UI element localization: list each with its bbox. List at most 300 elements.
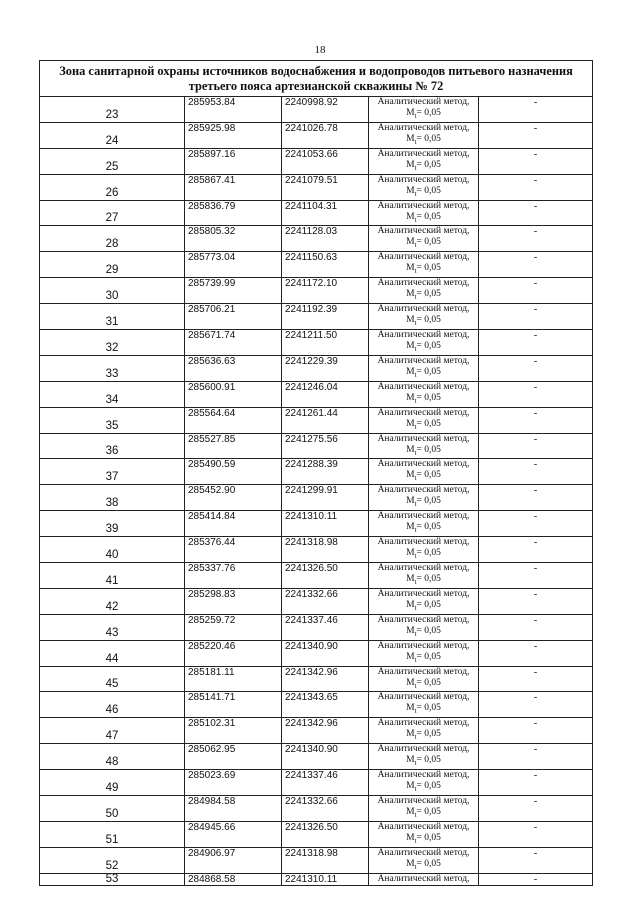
method-value: = 0,05	[416, 211, 441, 222]
method-subscript: t	[414, 189, 417, 198]
empty-marker: -	[479, 563, 593, 589]
coordinate-y: 2241318.98	[282, 847, 369, 873]
method-m: M	[406, 703, 415, 714]
coordinate-x: 285671.74	[185, 330, 282, 356]
method-label: Аналитический метод,	[377, 433, 470, 444]
coordinate-y: 2241318.98	[282, 537, 369, 563]
point-number: 39	[40, 511, 185, 537]
method-subscript: t	[414, 500, 417, 509]
coordinate-x: 285706.21	[185, 304, 282, 330]
empty-marker: -	[479, 666, 593, 692]
method-subscript: t	[414, 215, 417, 224]
point-number: 26	[40, 174, 185, 200]
determination-method	[369, 200, 479, 226]
empty-marker: -	[479, 278, 593, 304]
table-row	[40, 537, 593, 563]
empty-marker: -	[479, 148, 593, 174]
method-label: Аналитический метод,	[377, 200, 470, 211]
method-value: = 0,05	[416, 703, 441, 714]
determination-method	[369, 97, 479, 123]
coordinate-y: 2241326.50	[282, 563, 369, 589]
method-m: M	[406, 418, 415, 429]
coordinate-y: 2241340.90	[282, 744, 369, 770]
coordinate-x: 285102.31	[185, 718, 282, 744]
method-m: M	[406, 470, 415, 481]
method-label: Аналитический метод,	[377, 459, 470, 470]
coordinate-y: 2241192.39	[282, 304, 369, 330]
coordinate-y: 2241150.63	[282, 252, 369, 278]
method-label: Аналитический метод,	[377, 588, 470, 599]
method-m: M	[406, 366, 415, 377]
method-m: M	[406, 755, 415, 766]
method-m: M	[406, 807, 415, 818]
coordinate-x: 285298.83	[185, 588, 282, 614]
method-label: Аналитический метод,	[377, 97, 470, 107]
method-subscript: t	[414, 137, 417, 146]
method-subscript: t	[414, 577, 417, 586]
coordinate-y: 2241342.96	[282, 718, 369, 744]
method-subscript: t	[414, 111, 417, 120]
determination-method	[369, 122, 479, 148]
method-label: Аналитический метод,	[377, 381, 470, 392]
table-row	[40, 640, 593, 666]
coordinate-y: 2241246.04	[282, 381, 369, 407]
point-number: 25	[40, 148, 185, 174]
table-row	[40, 97, 593, 123]
point-number: 34	[40, 381, 185, 407]
method-subscript: t	[414, 707, 417, 716]
coordinate-x: 285414.84	[185, 511, 282, 537]
method-label: Аналитический метод,	[377, 174, 470, 185]
method-m: M	[406, 729, 415, 740]
determination-method	[369, 744, 479, 770]
coordinate-x: 285867.41	[185, 174, 282, 200]
determination-method	[369, 304, 479, 330]
coordinate-x: 285805.32	[185, 226, 282, 252]
empty-marker: -	[479, 640, 593, 666]
table-row	[40, 381, 593, 407]
coordinate-y: 2241288.39	[282, 459, 369, 485]
coordinate-y: 2241343.65	[282, 692, 369, 718]
empty-marker: -	[479, 122, 593, 148]
empty-marker: -	[479, 847, 593, 873]
determination-method	[369, 588, 479, 614]
method-label: Аналитический метод,	[377, 278, 470, 289]
point-number: 45	[40, 666, 185, 692]
method-subscript: t	[414, 526, 417, 535]
empty-marker: -	[479, 511, 593, 537]
coordinate-x: 285897.16	[185, 148, 282, 174]
determination-method	[369, 537, 479, 563]
coordinate-y: 2241261.44	[282, 407, 369, 433]
method-subscript: t	[414, 759, 417, 768]
point-number: 41	[40, 563, 185, 589]
empty-marker: -	[479, 381, 593, 407]
coordinate-x: 285490.59	[185, 459, 282, 485]
coordinate-y: 2241104.31	[282, 200, 369, 226]
method-value: = 0,05	[416, 548, 441, 559]
determination-method	[369, 563, 479, 589]
coordinate-y: 2241310.11	[282, 511, 369, 537]
table-row	[40, 796, 593, 822]
table-row	[40, 614, 593, 640]
table-row	[40, 459, 593, 485]
determination-method	[369, 821, 479, 847]
method-label: Аналитический метод,	[377, 226, 470, 237]
method-subscript: t	[414, 862, 417, 871]
coordinate-x: 285259.72	[185, 614, 282, 640]
method-m: M	[406, 599, 415, 610]
method-subscript: t	[414, 241, 417, 250]
empty-marker: -	[479, 97, 593, 123]
method-subscript: t	[414, 370, 417, 379]
empty-marker: -	[479, 252, 593, 278]
coordinate-y: 2241026.78	[282, 122, 369, 148]
method-m: M	[406, 781, 415, 792]
method-m: M	[406, 289, 415, 300]
method-subscript: t	[414, 474, 417, 483]
table-row	[40, 485, 593, 511]
point-number: 52	[40, 847, 185, 873]
point-number: 47	[40, 718, 185, 744]
method-value: = 0,05	[416, 574, 441, 585]
point-number: 32	[40, 330, 185, 356]
method-label: Аналитический метод,	[377, 330, 470, 341]
point-number: 37	[40, 459, 185, 485]
table-row	[40, 278, 593, 304]
point-number: 27	[40, 200, 185, 226]
coordinate-x: 285773.04	[185, 252, 282, 278]
coordinate-x: 285739.99	[185, 278, 282, 304]
coordinate-y: 2241275.56	[282, 433, 369, 459]
coordinate-y: 2241053.66	[282, 148, 369, 174]
point-number: 36	[40, 433, 185, 459]
table-title: Зона санитарной охраны источников водоснабжения и водопроводов питьевого назначения третьего пояса артезианской скважины № 72	[40, 61, 593, 97]
point-number: 50	[40, 796, 185, 822]
table-row	[40, 226, 593, 252]
determination-method	[369, 459, 479, 485]
coordinate-y: 2241299.91	[282, 485, 369, 511]
point-number: 51	[40, 821, 185, 847]
method-label: Аналитический метод,	[377, 821, 470, 832]
coordinate-y: 2241128.03	[282, 226, 369, 252]
determination-method	[369, 640, 479, 666]
point-number: 35	[40, 407, 185, 433]
method-label: Аналитический метод,	[377, 148, 470, 159]
determination-method	[369, 847, 479, 873]
method-m: M	[406, 858, 415, 869]
point-number: 44	[40, 640, 185, 666]
empty-marker: -	[479, 588, 593, 614]
method-value: = 0,05	[416, 185, 441, 196]
method-subscript: t	[414, 448, 417, 457]
method-value: = 0,05	[416, 807, 441, 818]
empty-marker: -	[479, 485, 593, 511]
method-subscript: t	[414, 655, 417, 664]
coordinate-x: 285527.85	[185, 433, 282, 459]
determination-method	[369, 381, 479, 407]
method-label: Аналитический метод,	[377, 718, 470, 729]
method-subscript: t	[414, 422, 417, 431]
point-number: 48	[40, 744, 185, 770]
method-m: M	[406, 548, 415, 559]
determination-method	[369, 485, 479, 511]
determination-method	[369, 330, 479, 356]
empty-marker: -	[479, 821, 593, 847]
determination-method	[369, 796, 479, 822]
method-m: M	[406, 496, 415, 507]
method-m: M	[406, 522, 415, 533]
method-value: = 0,05	[416, 522, 441, 533]
method-subscript: t	[414, 267, 417, 276]
method-subscript: t	[414, 396, 417, 405]
method-m: M	[406, 159, 415, 170]
coordinate-x: 284868.58	[185, 873, 282, 885]
method-value: = 0,05	[416, 392, 441, 403]
method-subscript: t	[414, 681, 417, 690]
method-value: = 0,05	[416, 729, 441, 740]
coordinate-y: 2241337.46	[282, 614, 369, 640]
empty-marker: -	[479, 174, 593, 200]
coordinate-x: 285023.69	[185, 770, 282, 796]
method-m: M	[406, 341, 415, 352]
coordinate-x: 285564.64	[185, 407, 282, 433]
method-value: = 0,05	[416, 832, 441, 843]
method-label: Аналитический метод,	[377, 770, 470, 781]
table-row	[40, 200, 593, 226]
method-label: Аналитический метод,	[377, 640, 470, 651]
coordinate-y: 2241332.66	[282, 588, 369, 614]
method-subscript: t	[414, 552, 417, 561]
point-number: 23	[40, 97, 185, 123]
method-m: M	[406, 315, 415, 326]
method-value: = 0,05	[416, 237, 441, 248]
method-subscript: t	[414, 603, 417, 612]
point-number: 40	[40, 537, 185, 563]
method-subscript: t	[414, 733, 417, 742]
determination-method	[369, 433, 479, 459]
method-label: Аналитический метод,	[377, 537, 470, 548]
method-value: = 0,05	[416, 366, 441, 377]
coordinate-y: 2241332.66	[282, 796, 369, 822]
empty-marker: -	[479, 200, 593, 226]
method-label: Аналитический метод,	[377, 407, 470, 418]
empty-marker: -	[479, 537, 593, 563]
coordinate-y: 2240998.92	[282, 97, 369, 123]
method-label: Аналитический метод,	[377, 847, 470, 858]
point-number: 49	[40, 770, 185, 796]
method-subscript: t	[414, 319, 417, 328]
method-m: M	[406, 133, 415, 144]
coordinate-x: 285220.46	[185, 640, 282, 666]
determination-method	[369, 355, 479, 381]
empty-marker: -	[479, 796, 593, 822]
empty-marker: -	[479, 226, 593, 252]
method-value: = 0,05	[416, 418, 441, 429]
table-row	[40, 174, 593, 200]
coordinate-y: 2241342.96	[282, 666, 369, 692]
point-number: 53	[40, 873, 185, 885]
method-m: M	[406, 392, 415, 403]
determination-method	[369, 718, 479, 744]
determination-method	[369, 873, 479, 885]
method-m: M	[406, 211, 415, 222]
empty-marker: -	[479, 614, 593, 640]
coordinate-x: 285452.90	[185, 485, 282, 511]
point-number: 38	[40, 485, 185, 511]
coordinate-x: 285925.98	[185, 122, 282, 148]
table-row	[40, 588, 593, 614]
point-number: 29	[40, 252, 185, 278]
method-subscript: t	[414, 163, 417, 172]
empty-marker: -	[479, 459, 593, 485]
empty-marker: -	[479, 407, 593, 433]
coordinate-y: 2241172.10	[282, 278, 369, 304]
point-number: 43	[40, 614, 185, 640]
method-value: = 0,05	[416, 133, 441, 144]
empty-marker: -	[479, 770, 593, 796]
method-subscript: t	[414, 344, 417, 353]
method-m: M	[406, 108, 415, 118]
empty-marker: -	[479, 873, 593, 885]
method-subscript: t	[414, 810, 417, 819]
method-m: M	[406, 625, 415, 636]
table-row	[40, 304, 593, 330]
method-label: Аналитический метод,	[377, 511, 470, 522]
table-row	[40, 563, 593, 589]
method-label: Аналитический метод,	[377, 692, 470, 703]
coordinate-y: 2241340.90	[282, 640, 369, 666]
method-label: Аналитический метод,	[377, 252, 470, 263]
method-value: = 0,05	[416, 599, 441, 610]
table-row	[40, 770, 593, 796]
point-number: 31	[40, 304, 185, 330]
point-number: 30	[40, 278, 185, 304]
table-row	[40, 252, 593, 278]
determination-method	[369, 148, 479, 174]
method-m: M	[406, 677, 415, 688]
empty-marker: -	[479, 304, 593, 330]
coordinate-x: 285141.71	[185, 692, 282, 718]
table-row	[40, 821, 593, 847]
method-m: M	[406, 574, 415, 585]
point-number: 28	[40, 226, 185, 252]
coordinate-x: 285636.63	[185, 355, 282, 381]
method-label: Аналитический метод,	[377, 485, 470, 496]
determination-method	[369, 770, 479, 796]
table-row	[40, 692, 593, 718]
empty-marker: -	[479, 355, 593, 381]
method-m: M	[406, 651, 415, 662]
method-value: = 0,05	[416, 781, 441, 792]
coordinate-y: 2241229.39	[282, 355, 369, 381]
coordinate-y: 2241211.50	[282, 330, 369, 356]
table-title-row	[40, 61, 593, 97]
method-label: Аналитический метод,	[377, 666, 470, 677]
table-row	[40, 744, 593, 770]
method-m: M	[406, 185, 415, 196]
determination-method	[369, 278, 479, 304]
coordinate-x: 284984.58	[185, 796, 282, 822]
method-subscript: t	[414, 836, 417, 845]
method-value: = 0,05	[416, 625, 441, 636]
coordinate-x: 285337.76	[185, 563, 282, 589]
method-value: = 0,05	[416, 289, 441, 300]
determination-method	[369, 252, 479, 278]
method-label: Аналитический метод,	[377, 614, 470, 625]
determination-method	[369, 614, 479, 640]
empty-marker: -	[479, 433, 593, 459]
table-row	[40, 666, 593, 692]
determination-method	[369, 666, 479, 692]
method-m: M	[406, 832, 415, 843]
method-value: = 0,05	[416, 444, 441, 455]
method-m: M	[406, 237, 415, 248]
coordinate-x: 285836.79	[185, 200, 282, 226]
method-label: Аналитический метод,	[377, 304, 470, 315]
table-row	[40, 355, 593, 381]
coordinate-x: 285062.95	[185, 744, 282, 770]
method-value: = 0,05	[416, 651, 441, 662]
method-label: Аналитический метод,	[377, 873, 470, 884]
table-row	[40, 122, 593, 148]
coordinate-x: 285376.44	[185, 537, 282, 563]
method-label: Аналитический метод,	[377, 563, 470, 574]
method-value: = 0,05	[416, 470, 441, 481]
coordinate-y: 2241079.51	[282, 174, 369, 200]
coordinate-x: 284945.66	[185, 821, 282, 847]
method-label: Аналитический метод,	[377, 796, 470, 807]
table-row	[40, 433, 593, 459]
method-subscript: t	[414, 785, 417, 794]
table-row	[40, 330, 593, 356]
method-value: = 0,05	[416, 858, 441, 869]
coordinate-x: 285600.91	[185, 381, 282, 407]
method-m: M	[406, 444, 415, 455]
determination-method	[369, 511, 479, 537]
method-value: = 0,05	[416, 755, 441, 766]
table-row	[40, 148, 593, 174]
coordinate-y: 2241326.50	[282, 821, 369, 847]
point-number: 24	[40, 122, 185, 148]
method-label: Аналитический метод,	[377, 122, 470, 133]
table-row	[40, 873, 593, 885]
method-value: = 0,05	[416, 315, 441, 326]
coordinate-y: 2241337.46	[282, 770, 369, 796]
coordinates-table	[39, 60, 593, 886]
method-label: Аналитический метод,	[377, 355, 470, 366]
table-row	[40, 407, 593, 433]
coordinate-x: 285181.11	[185, 666, 282, 692]
method-value: = 0,05	[416, 159, 441, 170]
method-value: = 0,05	[416, 263, 441, 274]
method-value: = 0,05	[416, 677, 441, 688]
determination-method	[369, 692, 479, 718]
point-number: 42	[40, 588, 185, 614]
point-number: 33	[40, 355, 185, 381]
method-subscript: t	[414, 293, 417, 302]
table-row	[40, 511, 593, 537]
empty-marker: -	[479, 718, 593, 744]
coordinate-y: 2241310.11	[282, 873, 369, 885]
coordinate-x: 285953.84	[185, 97, 282, 123]
point-number: 46	[40, 692, 185, 718]
empty-marker: -	[479, 744, 593, 770]
empty-marker: -	[479, 692, 593, 718]
determination-method	[369, 174, 479, 200]
table-row	[40, 847, 593, 873]
page-number: 18	[314, 44, 326, 56]
